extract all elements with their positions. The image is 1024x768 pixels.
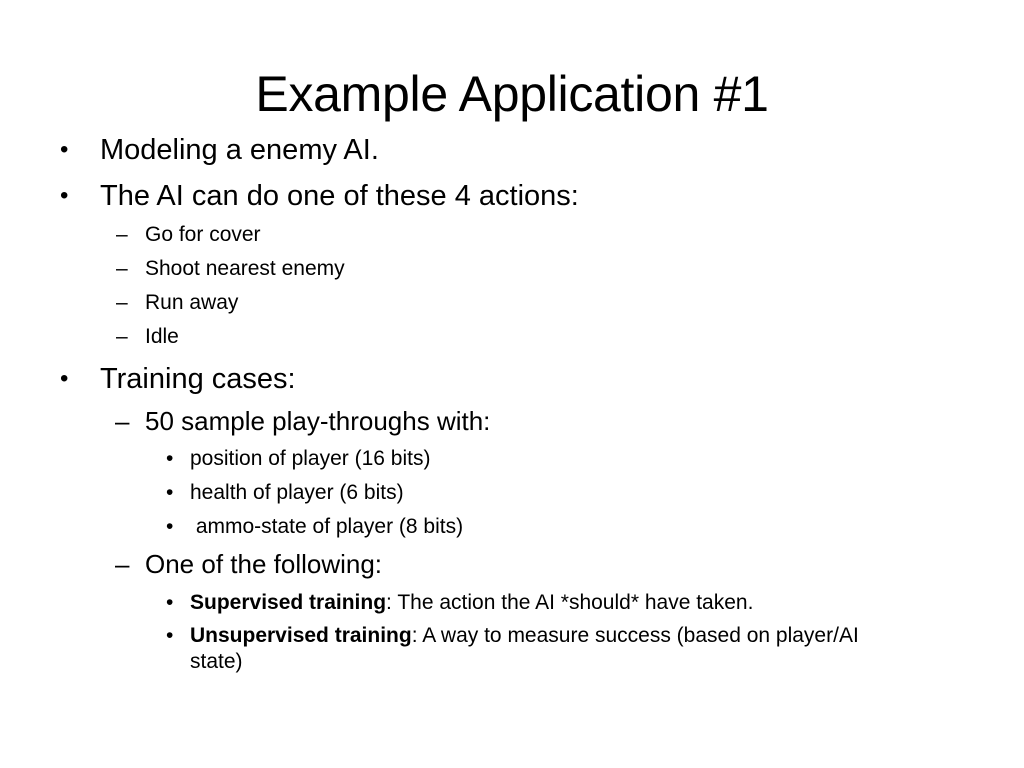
bullet-mark: •	[166, 624, 174, 647]
bullet-item	[60, 361, 296, 397]
bullet-mark: •	[60, 365, 69, 392]
dash-mark: –	[116, 223, 128, 246]
sub-sub-bullet-text: position of player (16 bits)	[190, 447, 431, 470]
bullet-mark: •	[60, 136, 69, 163]
unsupervised-training-term: Unsupervised training	[190, 624, 412, 647]
bullet-mark: •	[166, 447, 174, 470]
bullet-mark: •	[166, 591, 174, 614]
dash-mark: –	[115, 549, 130, 579]
sub-sub-bullet-item	[166, 446, 431, 472]
sub-sub-bullet-item	[166, 514, 464, 540]
bullet-item	[60, 132, 379, 168]
sub-bullet-text: Run away	[145, 291, 239, 314]
supervised-training-desc: : The action the AI *should* have taken.	[386, 591, 754, 614]
sub-sub-bullet-text: health of player (6 bits)	[190, 481, 404, 504]
bullet-text: Modeling a enemy AI.	[100, 134, 379, 166]
dash-mark: –	[116, 291, 128, 314]
bullet-mark: •	[60, 182, 69, 209]
sub-bullet-text: Idle	[145, 325, 179, 348]
bullet-text: The AI can do one of these 4 actions:	[100, 180, 579, 212]
bullet-item	[60, 178, 579, 214]
sub-bullet-text: Shoot nearest enemy	[145, 257, 345, 280]
sub-bullet-text: One of the following:	[145, 549, 383, 579]
sub-bullet-item	[116, 324, 179, 350]
sub-bullet-item	[116, 256, 345, 282]
dash-mark: –	[116, 325, 128, 348]
sub-sub-bullet-item	[166, 590, 754, 616]
bullet-mark: •	[166, 481, 174, 504]
sub-bullet-item	[116, 290, 239, 316]
sub-sub-bullet-text: ammo-state of player (8 bits)	[190, 515, 464, 538]
sub-bullet-text: 50 sample play-throughs with:	[145, 406, 491, 436]
sub-bullet-item	[115, 548, 383, 580]
sub-sub-bullet-item	[166, 480, 404, 506]
bullet-mark: •	[166, 515, 174, 538]
sub-bullet-text: Go for cover	[145, 223, 261, 246]
unsupervised-training-desc: : A way to measure success (based on player/AI state)	[190, 624, 859, 673]
sub-bullet-item	[116, 222, 261, 248]
bullet-text: Training cases:	[100, 363, 296, 395]
sub-sub-bullet-item	[166, 623, 910, 675]
dash-mark: –	[116, 257, 128, 280]
supervised-training-term: Supervised training	[190, 591, 387, 614]
sub-bullet-item	[115, 405, 491, 437]
slide-title: Example Application #1	[255, 66, 769, 122]
dash-mark: –	[115, 406, 130, 436]
